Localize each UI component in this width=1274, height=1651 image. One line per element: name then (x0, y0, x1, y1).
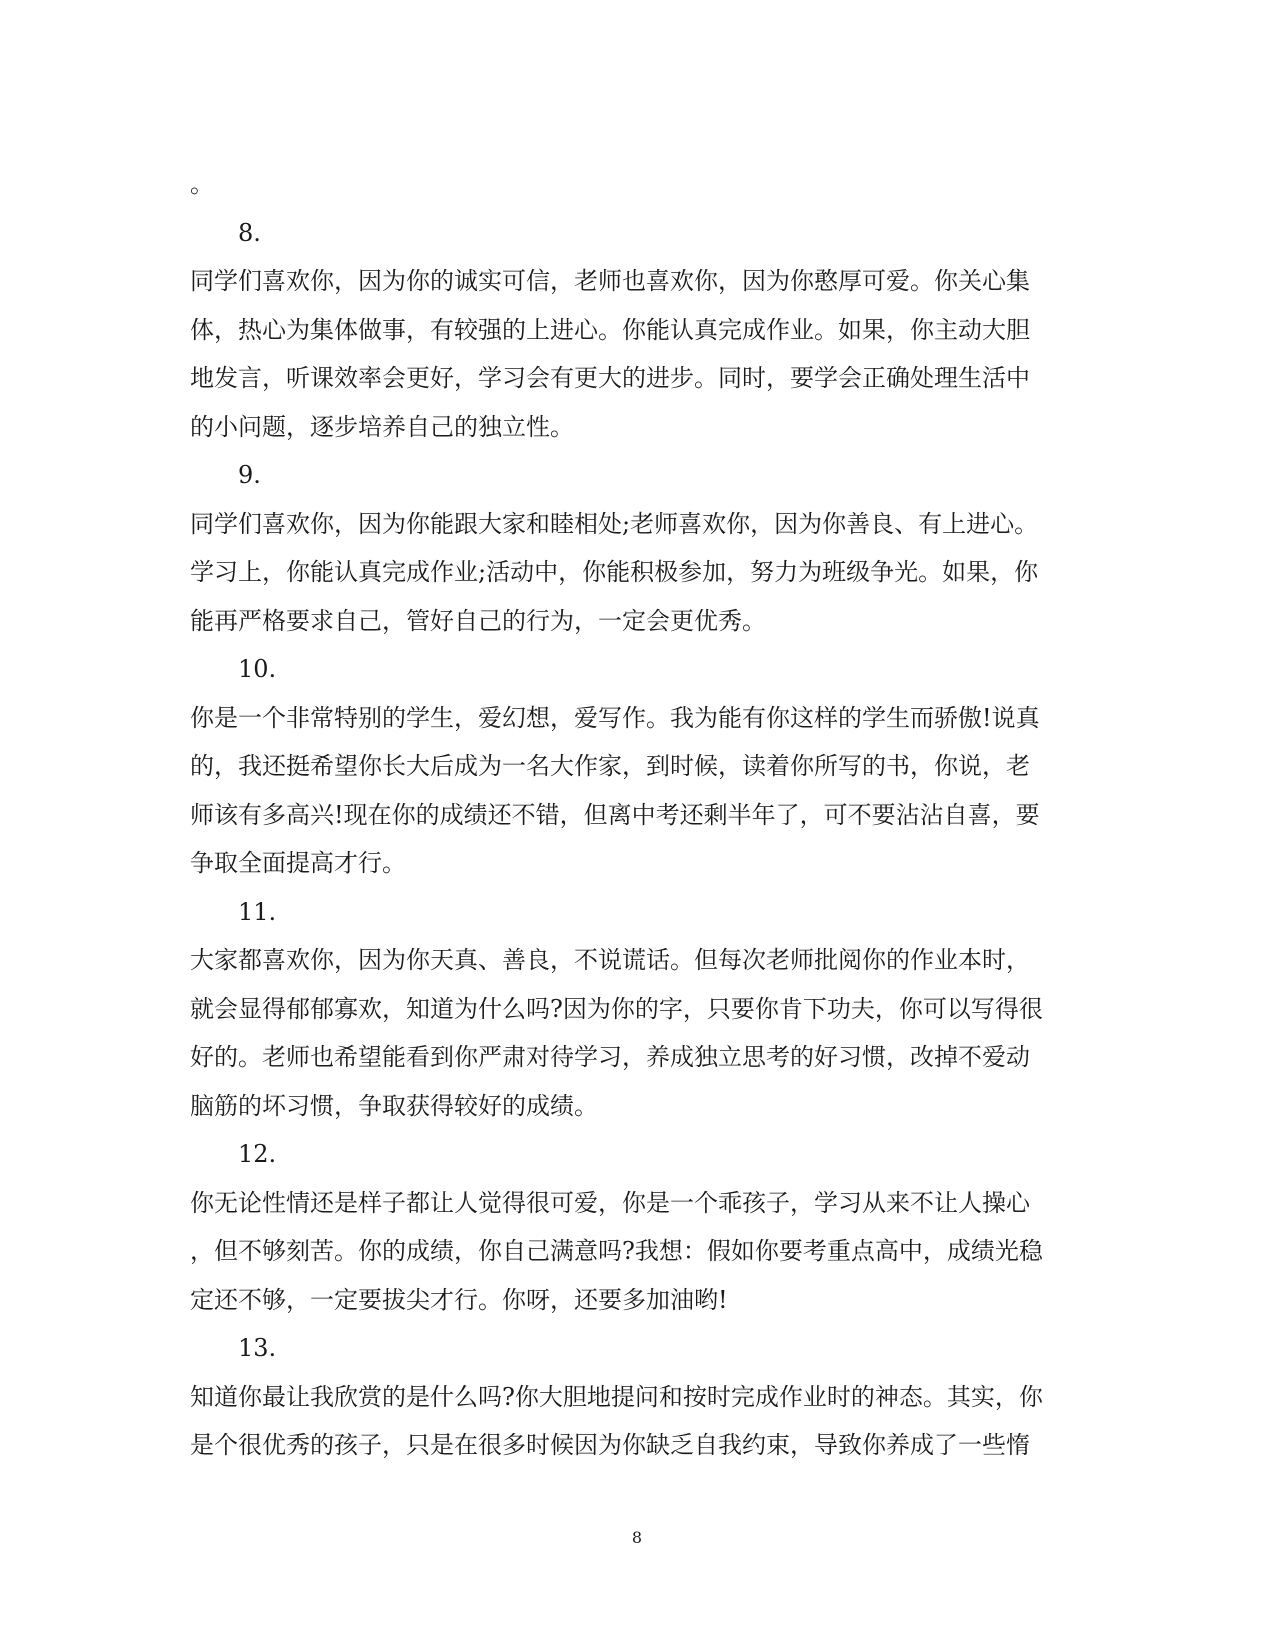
entry-line: 同学们喜欢你，因为你的诚实可信，老师也喜欢你，因为你憨厚可爱。你关心集 (190, 267, 1030, 295)
entry-line: 能再严格要求自己，管好自己的行为，一定会更优秀。 (190, 606, 766, 635)
entry-line: 脑筋的坏习惯，争取获得较好的成绩。 (190, 1091, 598, 1120)
document-body (190, 160, 1090, 1470)
entry-line: 大家都喜欢你，因为你天真、善良，不说谎话。但每次老师批阅你的作业本时， (190, 946, 1030, 974)
entry-line: 同学们喜欢你，因为你能跟大家和睦相处;老师喜欢你，因为你善良、有上进心。 (190, 509, 1039, 538)
entry-line: 师该有多高兴!现在你的成绩还不错，但离中考还剩半年了，可不要沾沾自喜，要 (190, 800, 1040, 829)
entry-line: 是个很优秀的孩子，只是在很多时候因为你缺乏自我约束，导致你养成了一些惰 (190, 1431, 1030, 1459)
entry-line: 你是一个非常特别的学生，爱幻想，爱写作。我为能有你这样的学生而骄傲!说真 (190, 703, 1040, 732)
entry-number: 9. (238, 461, 261, 489)
lead-line: 。 (190, 170, 214, 198)
entry-line: 定还不够，一定要拔尖才行。你呀，还要多加油哟! (190, 1285, 728, 1314)
entry-number: 11. (238, 897, 277, 926)
page-number: 8 (631, 1528, 643, 1547)
entry-number: 13. (238, 1334, 277, 1362)
entry-line: 学习上，你能认真完成作业;活动中，你能积极参加，努力为班级争光。如果，你 (190, 558, 1039, 586)
entry-line: 的，我还挺希望你长大后成为一名大作家，到时候，读着你所写的书，你说，老 (190, 752, 1030, 780)
entry-line: 体，热心为集体做事，有较强的上进心。你能认真完成作业。如果，你主动大胆 (190, 315, 1030, 344)
entry-line: ，但不够刻苦。你的成绩，你自己满意吗?我想：假如你要考重点高中，成绩光稳 (190, 1237, 1043, 1265)
entry-line: 的小问题，逐步培养自己的独立性。 (190, 412, 574, 441)
entry-line: 你无论性情还是样子都让人觉得很可爱，你是一个乖孩子，学习从来不让人操心 (190, 1188, 1030, 1217)
entry-number: 10. (238, 655, 277, 683)
entry-line: 地发言，听课效率会更好，学习会有更大的进步。同时，要学会正确处理生活中 (190, 364, 1030, 392)
entry-line: 就会显得郁郁寡欢，知道为什么吗?因为你的字，只要你肯下功夫，你可以写得很 (190, 994, 1043, 1023)
entry-line: 争取全面提高才行。 (190, 849, 406, 877)
entry-line: 知道你最让我欣赏的是什么吗?你大胆地提问和按时完成作业时的神态。其实，你 (190, 1382, 1043, 1411)
entry-line: 好的。老师也希望能看到你严肃对待学习，养成独立思考的好习惯，改掉不爱动 (190, 1043, 1030, 1071)
entry-number: 8. (238, 218, 261, 247)
entry-number: 12. (238, 1140, 277, 1168)
